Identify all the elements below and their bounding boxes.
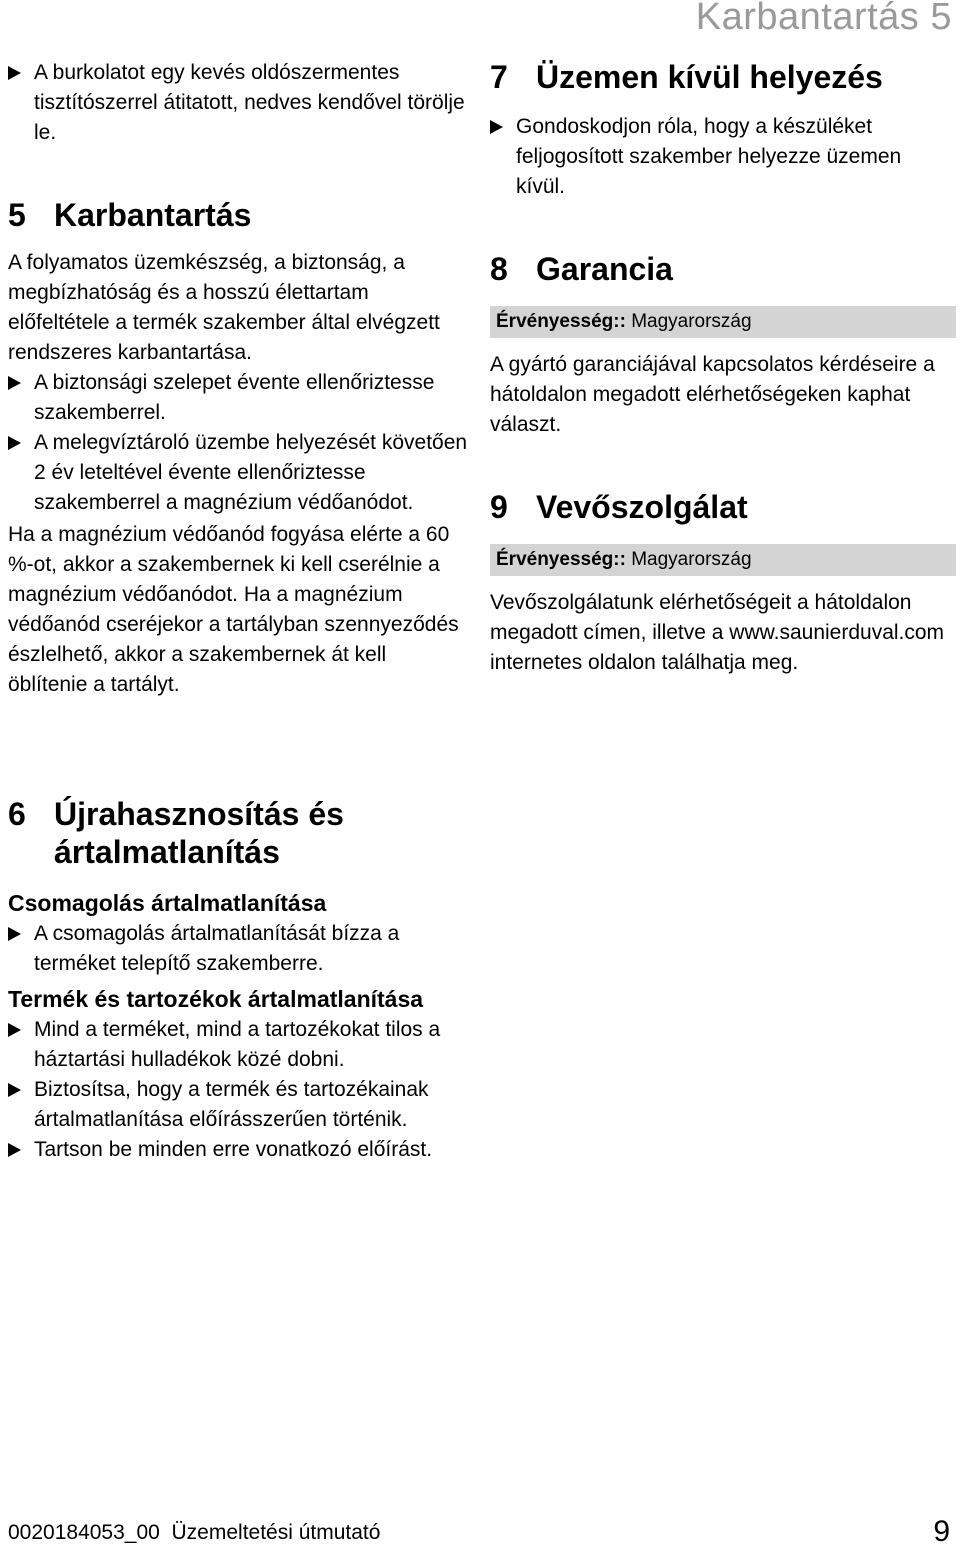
packaging-bullet <box>8 919 470 979</box>
bullet-text: A biztonsági szelepet évente ellenőriztesse szakemberrel. <box>34 371 435 424</box>
bullet-triangle-icon <box>8 436 21 450</box>
section-number: 5 <box>8 197 26 233</box>
product-disposal-heading: Termék és tartozékok ártalmatlanítása <box>8 986 424 1012</box>
bullet-triangle-icon <box>8 1023 21 1037</box>
document-number: 0020184053_00 <box>8 1521 160 1544</box>
bullet-text: Tartson be minden erre vonatkozó előírást. <box>34 1138 433 1161</box>
disposal-bullet <box>8 1015 470 1075</box>
bullet-triangle-icon <box>8 1083 21 1097</box>
left-column-lower <box>8 795 470 1165</box>
left-column <box>8 58 470 700</box>
bullet-triangle-icon <box>8 66 21 80</box>
footer-document-info <box>8 1520 380 1546</box>
section-number: 8 <box>490 251 508 287</box>
disposal-bullet <box>8 1075 470 1135</box>
section-5-bullet <box>8 368 470 428</box>
bullet-text: A burkolatot egy kevés oldószermentes tisztítószerrel átitatott, nedves kendővel törölje le. <box>34 61 465 144</box>
bullet-text: Biztosítsa, hogy a termék és tartozékainak ártalmatlanítása előírásszerűen történik. <box>34 1078 429 1131</box>
bullet-text: A csomagolás ártalmatlanítását bízza a terméket telepítő szakemberre. <box>34 922 400 975</box>
section-title: Üzemen kívül helyezés <box>536 59 883 95</box>
section-title: Vevőszolgálat <box>536 489 748 525</box>
section-7-bullet <box>490 112 956 202</box>
cleaning-bullet <box>8 58 470 148</box>
section-title: Karbantartás <box>54 197 252 233</box>
section-6-heading <box>8 795 470 871</box>
validity-value: Magyarország <box>631 311 752 332</box>
section-5-anode-paragraph: Ha a magnézium védőanód fogyása elérte a 60 %-ot, akkor a szakembernek ki kell cserélnie a magnézium védőanódot. Ha a magnézium védőanód cseréjekor a tartályban szennyeződés észlelhető, akkor a szakembernek át kell öblítenie a tartályt. <box>8 523 459 696</box>
section-number: 9 <box>490 489 508 525</box>
document-title: Üzemeltetési útmutató <box>171 1521 381 1544</box>
section-number: 7 <box>490 59 508 95</box>
disposal-bullet <box>8 1135 470 1165</box>
validity-bar <box>490 544 956 576</box>
section-number: 6 <box>8 796 26 832</box>
page-number: 9 <box>933 1515 950 1548</box>
section-5-heading <box>8 196 470 234</box>
section-5-intro: A folyamatos üzemkészség, a biztonság, a megbízhatóság és a hosszú élettartam előfeltétele a termék szakember által elvégzett rendszeres karbantartása. <box>8 251 440 364</box>
bullet-text: Gondoskodjon róla, hogy a készüléket feljogosított szakember helyezze üzemen kívül. <box>516 115 902 198</box>
bullet-triangle-icon <box>8 1143 21 1157</box>
bullet-text: A melegvíztároló üzembe helyezését követően 2 év leteltével évente ellenőriztesse szakemberrel a magnézium védőanódot. <box>34 431 468 514</box>
warranty-paragraph: A gyártó garanciájával kapcsolatos kérdéseire a hátoldalon megadott elérhetőségeken kaphat választ. <box>490 353 935 436</box>
packaging-disposal-heading: Csomagolás ártalmatlanítása <box>8 890 327 916</box>
running-header: Karbantartás 5 <box>695 0 952 38</box>
bullet-triangle-icon <box>8 927 21 941</box>
validity-value: Magyarország <box>631 549 752 570</box>
validity-bar <box>490 306 956 338</box>
bullet-triangle-icon <box>8 376 21 390</box>
section-title: Újrahasznosítás és ártalmatlanítás <box>54 796 344 870</box>
validity-key: Érvényesség:: <box>496 311 626 332</box>
bullet-text: Mind a terméket, mind a tartozékokat tilos a háztartási hulladékok közé dobni. <box>34 1018 441 1071</box>
validity-key: Érvényesség:: <box>496 549 626 570</box>
customer-service-paragraph: Vevőszolgálatunk elérhetőségeit a hátoldalon megadott címen, illetve a www.saunierduval.com internetes oldalon találhatja meg. <box>490 591 945 674</box>
section-8-heading <box>490 250 956 288</box>
section-title: Garancia <box>536 251 673 287</box>
section-5-bullet <box>8 428 470 518</box>
bullet-triangle-icon <box>490 120 503 134</box>
section-7-heading <box>490 58 956 96</box>
section-9-heading <box>490 488 956 526</box>
right-column <box>490 58 956 678</box>
